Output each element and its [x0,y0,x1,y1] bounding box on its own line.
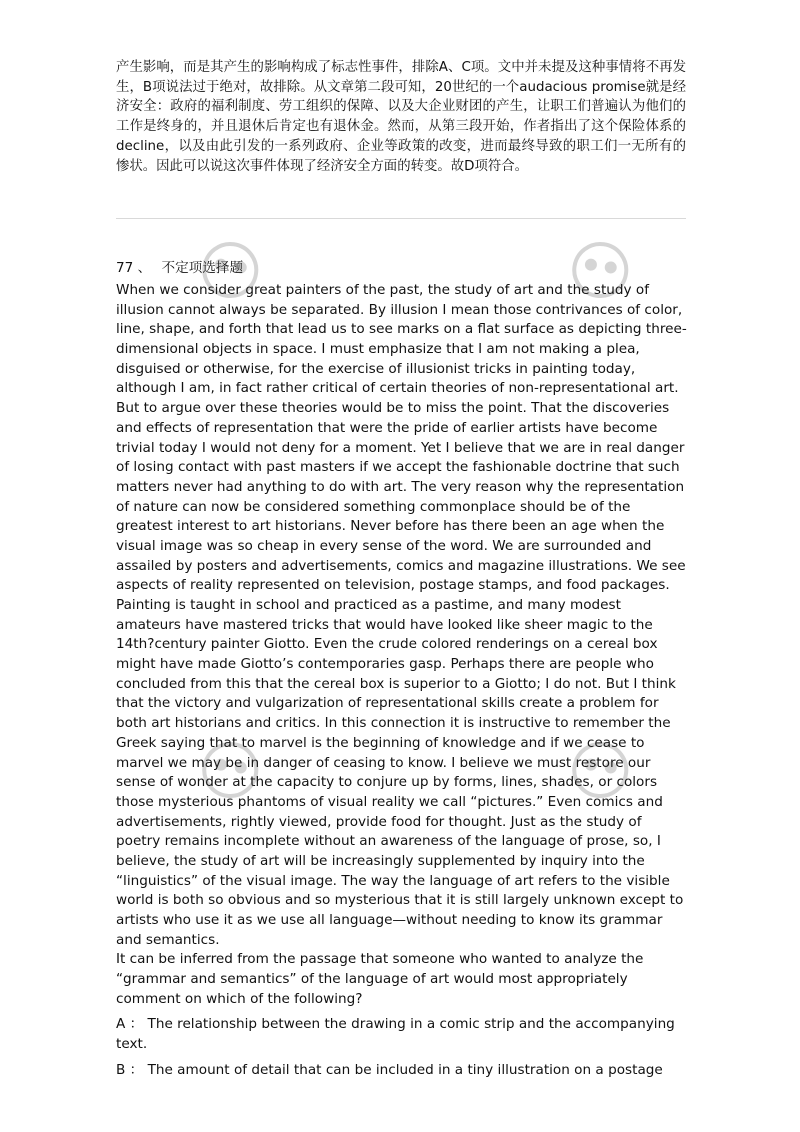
option-b-text: The amount of detail that can be included in a tiny illustration on a postage [147,1061,663,1078]
option-b-letter: B ： [116,1061,144,1078]
option-a-letter: A ： [116,1016,144,1033]
answer-explanation [116,58,686,176]
divider [116,218,686,219]
question-header [116,258,243,278]
option-a-text: The relationship between the drawing in a comic strip and the accompanying text. [116,1016,675,1053]
option-b[interactable] [116,1061,688,1081]
question-body [116,281,688,1081]
reading-passage: When we consider great painters of the past, the study of art and the study of illusion cannot always be separated. By illusion I mean those contrivances of color, line, shape, and forth that lead us to see marks on a flat surface as depicting three-dimensional objects in space. I must emphasize that I am not making a plea, disguised or otherwise, for the exercise of illusionist tricks in painting today, although I am, in fact rather critical of certain theories of non-representational art. But to argue over these theories would be to miss the point. That the discoveries and effects of representation that were the pride of earlier artists have become trivial today I would not deny for a moment. Yet I believe that we are in real danger of losing contact with past masters if we accept the fashionable doctrine that such matters never had anything to do with art. The very reason why the representation of nature can now be considered something commonplace should be of the greatest interest to art historians. Never before has there been an age when the visual image was so cheap in every sense of the word. We are surrounded and assailed by posters and advertisements, comics and magazine illustrations. We see aspects of reality represented on television, postage stamps, and food packages. Painting is taught in school and practiced as a pastime, and many modest amateurs have mastered tricks that would have looked like sheer magic to the 14th?century painter Giotto. Even the crude colored renderings on a cereal box might have made Giotto’s contemporaries gasp. Perhaps there are people who concluded from this that the cereal box is superior to a Giotto; I do not. But I think that the victory and vulgarization of representational skills create a problem for both art historians and critics. In this connection it is instructive to remember the Greek saying that to marvel is the beginning of knowledge and if we cease to marvel we may be in danger of ceasing to know. I believe we must restore our sense of wonder at the capacity to conjure up by forms, lines, shades, or colors those mysterious phantoms of visual reality we call “pictures.” Even comics and advertisements, rightly viewed, provide food for thought. Just as the study of poetry remains incomplete without an awareness of the language of prose, so, I believe, the study of art will be increasingly supplemented by inquiry into the “linguistics” of the visual image. The way the language of art refers to the visible world is both so obvious and so mysterious that it is still largely unknown except to artists who use it as we use all language—without needing to know its grammar and semantics. [116,282,687,948]
question-prompt: It can be inferred from the passage that someone who wanted to analyze the “grammar and semantics” of the language of art would most appropriately comment on which of the following? [116,951,644,1007]
question-type: 不定项选择题 [161,260,244,276]
explanation-text: 产生影响，而是其产生的影响构成了标志性事件，排除A、C项。文中并未提及这种事情将不再发生，B项说法过于绝对，故排除。从文章第二段可知，20世纪的一个audacious promise就是经济安全：政府的福利制度、劳工组织的保障、以及大企业财团的产生，让职工们普遍认为他们的工作是终身的，并且退休后肯定也有退休金。然而，从第三段开始，作者指出了这个保险体系的decline，以及由此引发的一系列政府、企业等政策的改变，进而最终导致的职工们一无所有的惨状。因此可以说这次事件体现了经济安全方面的转变。故D项符合。 [116,60,686,174]
option-a[interactable] [116,1015,688,1054]
question-number: 77 、 [116,260,152,276]
